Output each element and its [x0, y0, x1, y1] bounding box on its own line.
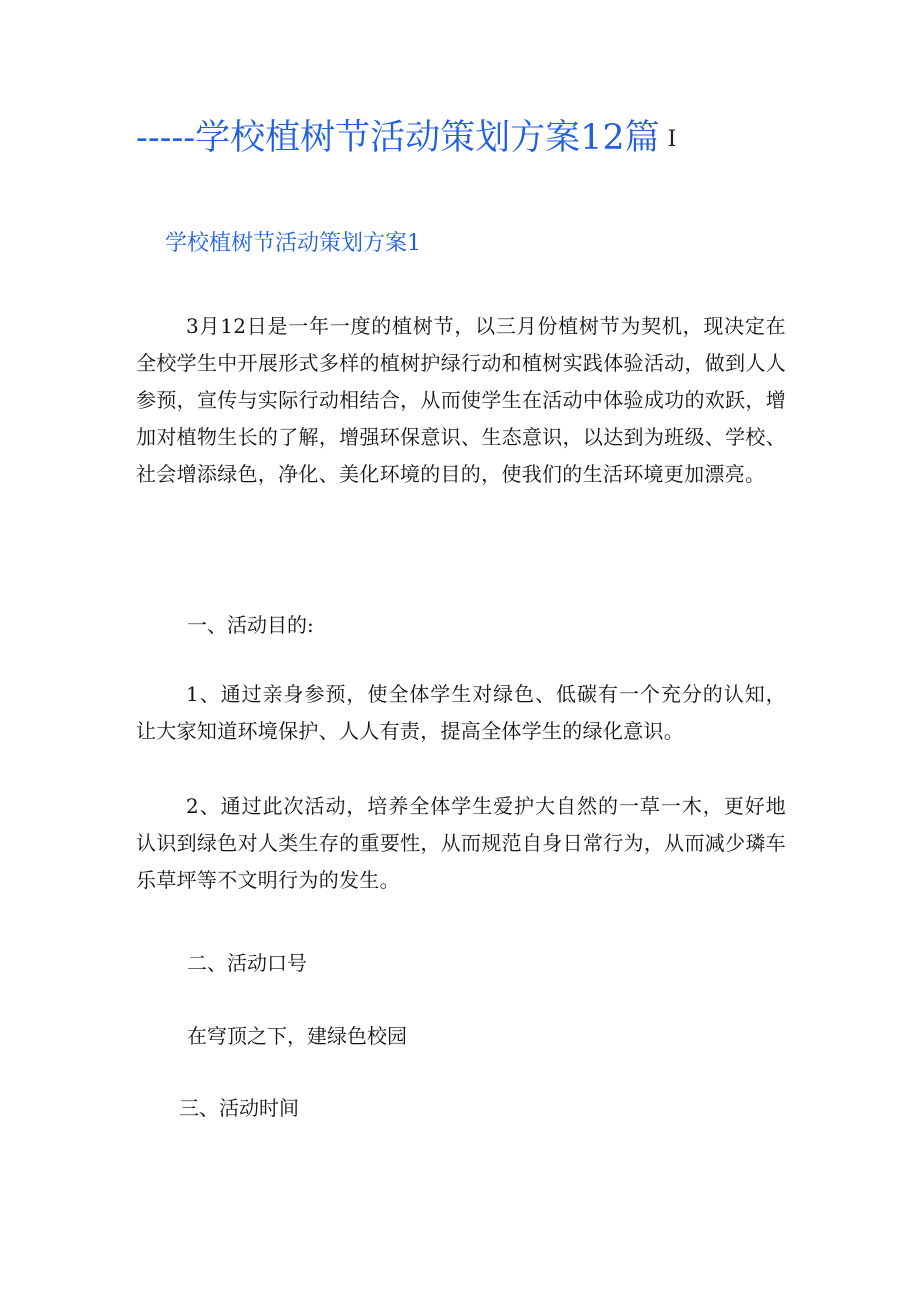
main-title-text: -----学校植树节活动策划方案12篇 — [136, 118, 660, 158]
intro-paragraph: 3月12日是一年一度的植树节，以三月份植树节为契机，现决定在全校学生中开展形式多样的植树护绿行动和植树实践体验活动，做到人人参预，宣传与实际行动相结合，从而使学生在活动中体验成功的欢跃，增加对植物生长的了解，增强环保意识、生态意识，以达到为班级、学校、社会增添绿色，净化、美化环境的目的，使我们的生活环境更加漂亮。 — [136, 314, 786, 486]
main-title-tail-mark: I — [667, 126, 677, 152]
purpose-item-2: 2、通过此次活动，培养全体学生爱护大自然的一草一木，更好地认识到绿色对人类生存的重要性，从而规范自身日常行为，从而减少璘车乐草坪等不文明行为的发生。 — [136, 794, 786, 892]
section-heading-purpose: 一、活动目的: — [187, 613, 314, 637]
section-heading-slogan: 二、活动口号 — [187, 951, 307, 975]
purpose-item-1: 1、通过亲身参预，使全体学生对绿色、低碳有一个充分的认知，让大家知道环境保护、人人有责，提高全体学生的绿化意识。 — [136, 682, 786, 743]
document-main-title — [136, 114, 676, 164]
section-heading-time: 三、活动时间 — [179, 1096, 299, 1120]
slogan-text: 在穹顶之下，建绿色校园 — [187, 1024, 407, 1048]
section-sub-title: 学校植树节活动策划方案1 — [165, 231, 421, 256]
